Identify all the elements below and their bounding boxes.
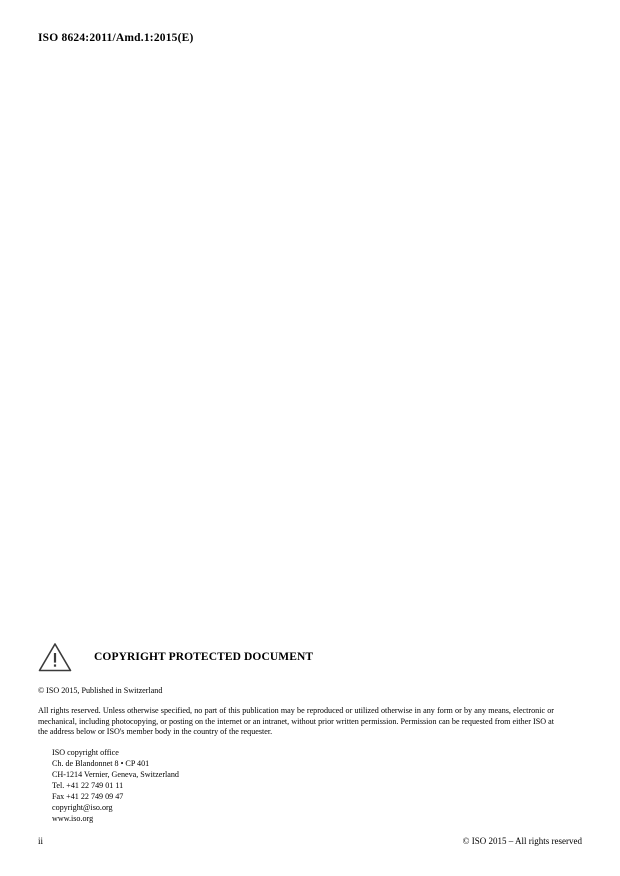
document-header: ISO 8624:2011/Amd.1:2015(E) — [38, 32, 194, 44]
address-line: ISO copyright office — [52, 748, 119, 758]
address-website: www.iso.org — [52, 814, 94, 824]
copyright-block — [38, 640, 554, 824]
warning-triangle-icon — [38, 642, 72, 672]
copyright-address — [52, 747, 554, 824]
address-email: copyright@iso.org — [52, 803, 113, 813]
address-line: CH-1214 Vernier, Geneva, Switzerland — [52, 770, 179, 780]
page-footer — [38, 836, 582, 846]
address-line: Ch. de Blandonnet 8 • CP 401 — [52, 759, 150, 769]
copyright-title-row — [38, 640, 554, 674]
address-line: Fax +41 22 749 09 47 — [52, 792, 124, 802]
footer-rights-statement: © ISO 2015 – All rights reserved — [462, 836, 582, 846]
copyright-notice: © ISO 2015, Published in Switzerland — [38, 686, 163, 695]
address-line: Tel. +41 22 749 01 11 — [52, 781, 124, 791]
copyright-title: COPYRIGHT PROTECTED DOCUMENT — [94, 651, 314, 663]
copyright-paragraph: All rights reserved. Unless otherwise specified, no part of this publication may be reproduced or utilized otherwise in any form or by any means, electronic or mechanical, including photocopying, or posting on the internet or an intranet, without prior written permission. Permission can be requested from either ISO at the address below or ISO's member body in the country of the requester. — [38, 705, 554, 737]
footer-page-number: ii — [38, 836, 44, 846]
